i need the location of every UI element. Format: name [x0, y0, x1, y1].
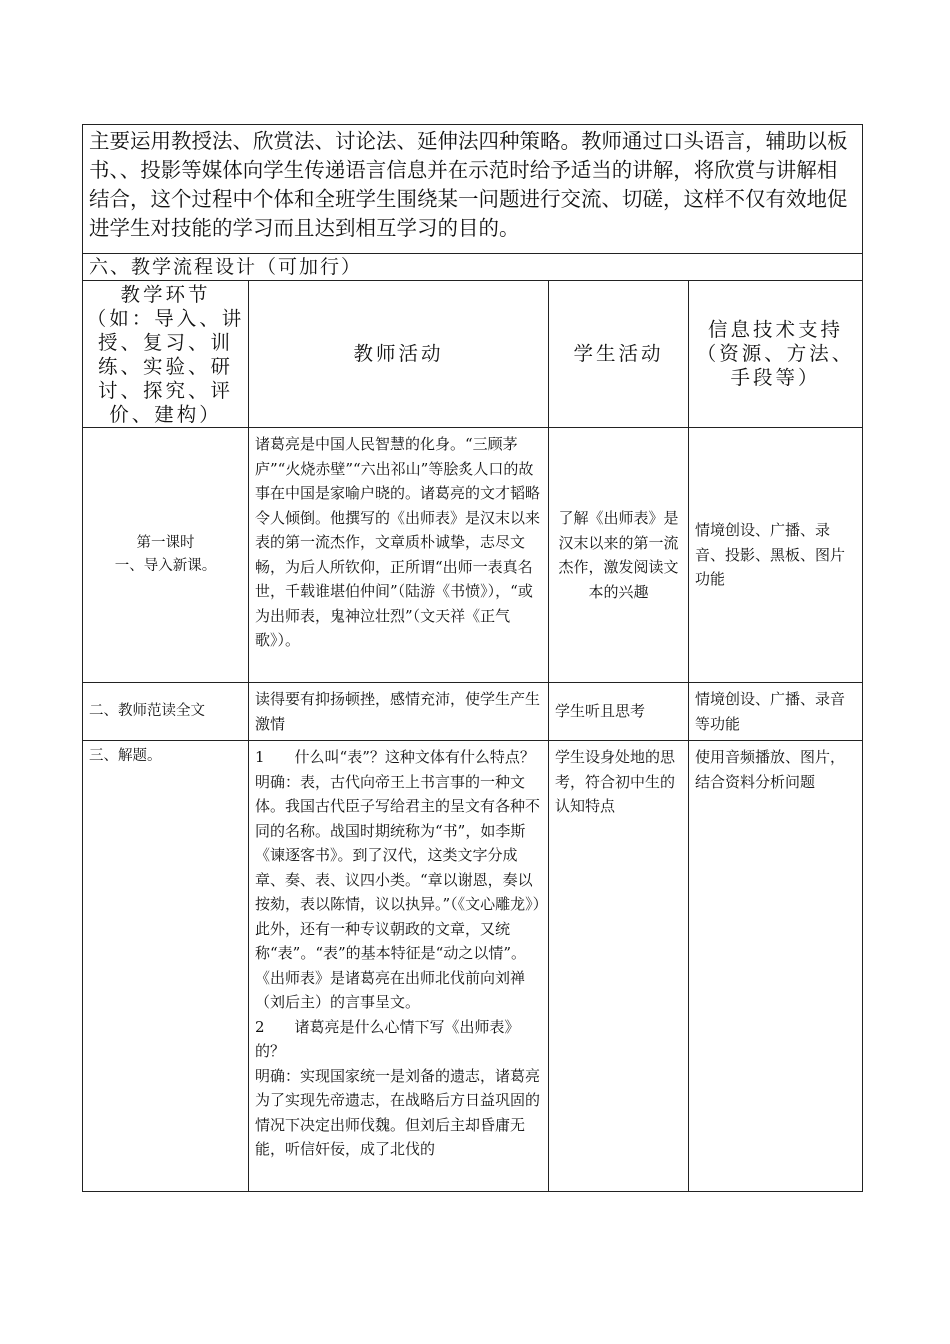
- student-activity-cell: 了解《出师表》是汉末以来的第一流杰作，激发阅读文本的兴趣: [549, 428, 689, 683]
- teacher-activity-cell: 诸葛亮是中国人民智慧的化身。“三顾茅庐”“火烧赤壁”“六出祁山”等脍炙人口的故事在中国是家喻户晓的。诸葛亮的文才韬略令人倾倒。他撰写的《出师表》是汉末以来表的第一流杰作，文章质朴诚挚，志尽文畅，为后人所钦仰，正所谓“出师一表真名世，千载谁堪伯仲间”（陆游《书愤》），“或为出师表，鬼神泣壮烈”（文天祥《正气歌》）。: [249, 428, 549, 683]
- table-header-row: [83, 281, 863, 428]
- lesson-plan-page: [82, 124, 862, 1192]
- intro-row: [83, 125, 863, 254]
- table-row: [83, 741, 863, 1192]
- tech-support-cell: 使用音频播放、图片，结合资料分析问题: [689, 741, 863, 1192]
- stage-cell: 三、解题。: [83, 741, 249, 1192]
- tech-support-cell: 情境创设、广播、录音等功能: [689, 683, 863, 741]
- header-teacher-activity: 教师活动: [249, 281, 549, 428]
- section-title: 六、教学流程设计（可加行）: [83, 254, 863, 281]
- teacher-activity-cell-wrapper: [249, 741, 549, 1192]
- table-row: [83, 428, 863, 683]
- header-student-activity: 学生活动: [549, 281, 689, 428]
- teacher-activity-cell: 读得要有抑扬顿挫，感情充沛，使学生产生激情: [249, 683, 549, 741]
- lesson-plan-table: [82, 124, 863, 1192]
- stage-cell: 二、教师范读全文: [83, 683, 249, 741]
- student-activity-cell: 学生听且思考: [549, 683, 689, 741]
- section-row: [83, 254, 863, 281]
- header-tech-support: 信息技术支持 （资源、方法、手段等）: [689, 281, 863, 428]
- tech-support-cell: 情境创设、广播、录音、投影、黑板、图片功能: [689, 428, 863, 683]
- teaching-strategy-paragraph: 主要运用教授法、欣赏法、讨论法、延伸法四种策略。教师通过口头语言，辅助以板书、、投影等媒体向学生传递语言信息并在示范时给予适当的讲解，将欣赏与讲解相结合，这个过程中个体和全班学生围绕某一问题进行交流、切磋，这样不仅有效地促进学生对技能的学习而且达到相互学习的目的。: [83, 125, 863, 254]
- teacher-activity-cell: 1 什么叫“表”？这种文体有什么特点？ 明确：表，古代向帝王上书言事的一种文体。我国古代臣子写给君主的呈文有各种不同的名称。战国时期统称为“书”，如李斯《谏逐客书》。到了汉代，这类文字分成章、奏、表、议四小类。“章以谢恩，奏以按劾，表以陈情，议以执异。”（《文心雕龙》）此外，还有一种专议朝政的文章，又统称“表”。“表”的基本特征是“动之以情”。《出师表》是诸葛亮在出师北伐前向刘禅（刘后主）的言事呈文。 2 诸葛亮是什么心情下写《出师表》的？ 明确：实现国家统一是刘备的遗志，诸葛亮为了实现先帝遗志，在战略后方日益巩固的情况下决定出师伐魏。但刘后主却昏庸无能，听信奸佞，成了北伐的: [255, 748, 541, 1158]
- stage-cell: 第一课时 一、导入新课。: [83, 428, 249, 683]
- student-activity-cell: 学生设身处地的思考，符合初中生的认知特点: [549, 741, 689, 1192]
- table-row: [83, 683, 863, 741]
- header-teaching-stage: 教学环节 （如：导入、讲授、复习、训练、实验、研讨、探究、评价、建构）: [83, 281, 249, 428]
